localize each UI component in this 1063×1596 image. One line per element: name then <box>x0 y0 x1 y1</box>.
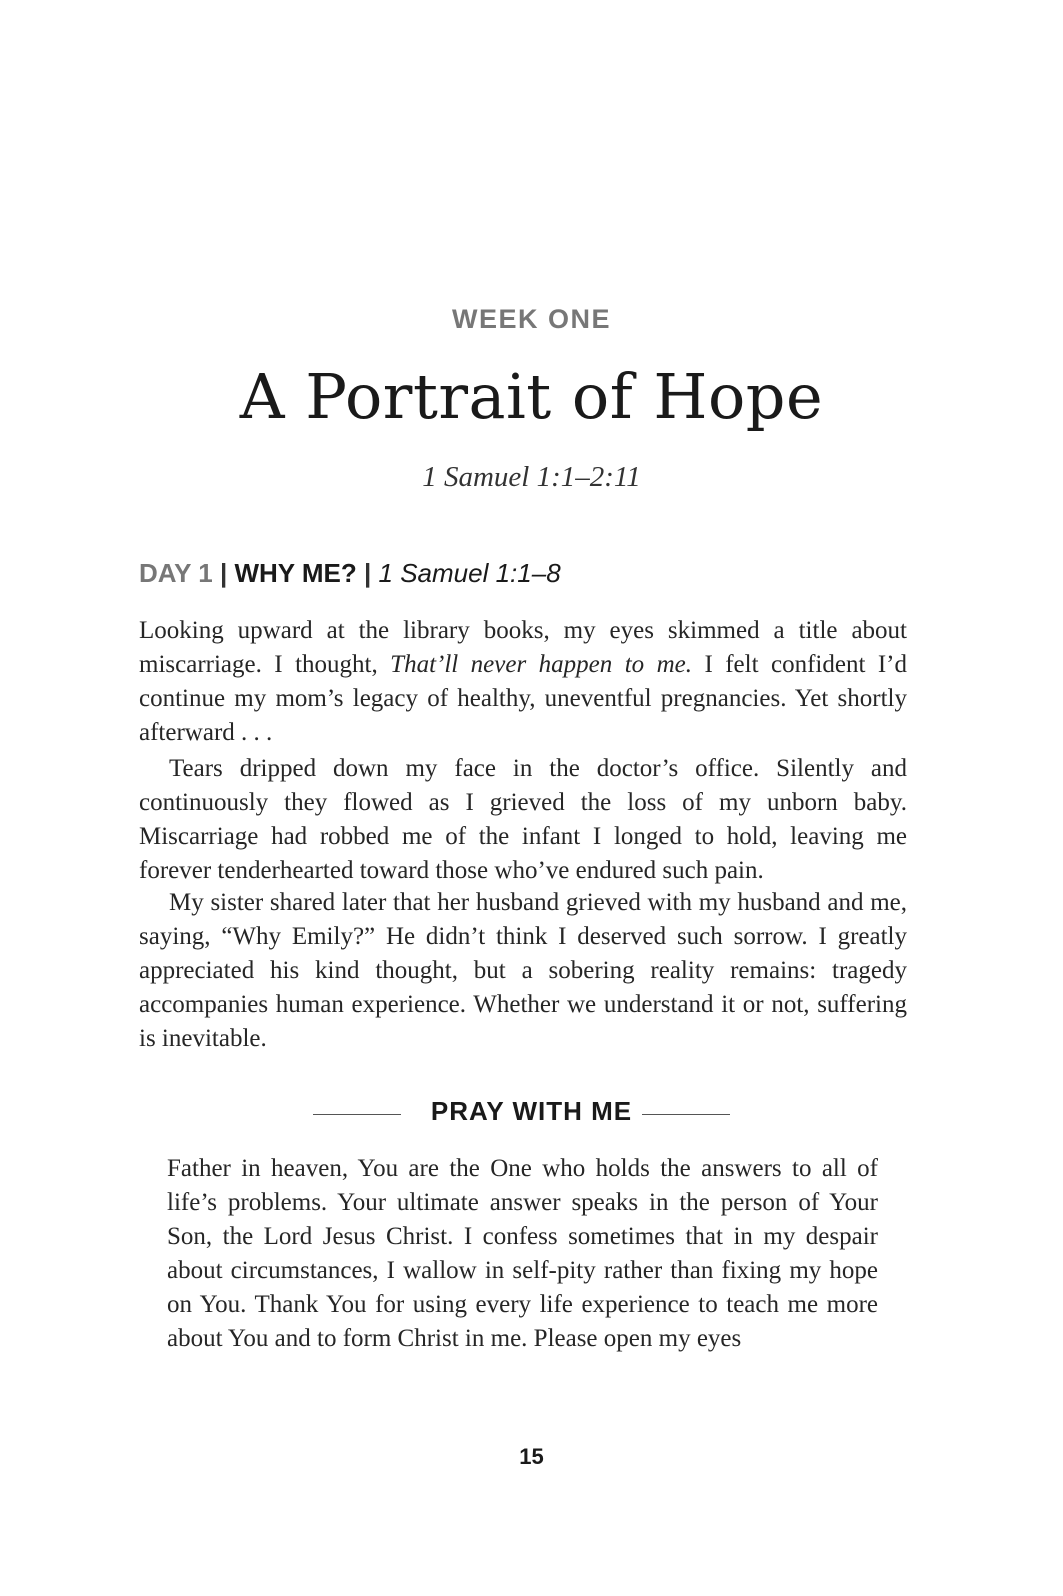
week-label: WEEK ONE <box>451 304 611 334</box>
prayer-text: Father in heaven, You are the One who holds the answers to all of life’s problems. Your ultimate answer speaks in the person of Your Son, the Lord Jesus Christ. I confess sometimes that in my despair about circumstances, I wallow in self-pity rather than fixing my hope on You. Thank You for using every life experience to teach me more about You and to form Christ in me. Please open my eyes <box>167 1155 878 1352</box>
prayer-heading: PRAY WITH ME <box>430 1096 633 1126</box>
paragraph-1-text-start: Looking upward at the library books, my eyes skimmed a title about miscarriage. I thought, <box>139 617 907 678</box>
page-number: 15 <box>519 1444 544 1469</box>
paragraph-1-text-end: I felt confident I’d continue my mom’s legacy of healthy, uneventful pregnancies. Yet shortly afterward . . . <box>139 651 907 746</box>
paragraph-1 <box>139 614 907 750</box>
paragraph-2-text: Tears dripped down my face in the doctor’s office. Silently and continuously they flowed as I grieved the loss of my unborn baby. Miscarriage had robbed me of the infant I longed to hold, leaving me forever tenderhearted toward those who’ve endured such pain. <box>139 755 907 884</box>
day-reference: 1 Samuel 1:1–8 <box>378 558 561 588</box>
heading-separator: | <box>364 558 372 588</box>
scripture-range: 1 Samuel 1:1–2:11 <box>422 461 641 493</box>
paragraph-1-italic-thought: That’ll never happen to me. <box>390 651 692 678</box>
paragraph-3-text: My sister shared later that her husband grieved with my husband and me, saying, “Why Emily?” He didn’t think I deserved such sorrow. I greatly appreciated his kind thought, but a sobering reality remains: tragedy accompanies human experience. Whether we understand it or not, suffering is inevitable. <box>139 889 907 1052</box>
day-heading <box>139 558 561 589</box>
chapter-title: A Portrait of Hope <box>239 360 824 433</box>
heading-separator: | <box>219 558 228 588</box>
heading-rule-right <box>642 1114 730 1115</box>
paragraph-3 <box>139 886 907 1056</box>
day-title: WHY ME? <box>234 558 357 588</box>
paragraph-2 <box>139 752 907 888</box>
day-number: DAY 1 <box>139 558 213 588</box>
